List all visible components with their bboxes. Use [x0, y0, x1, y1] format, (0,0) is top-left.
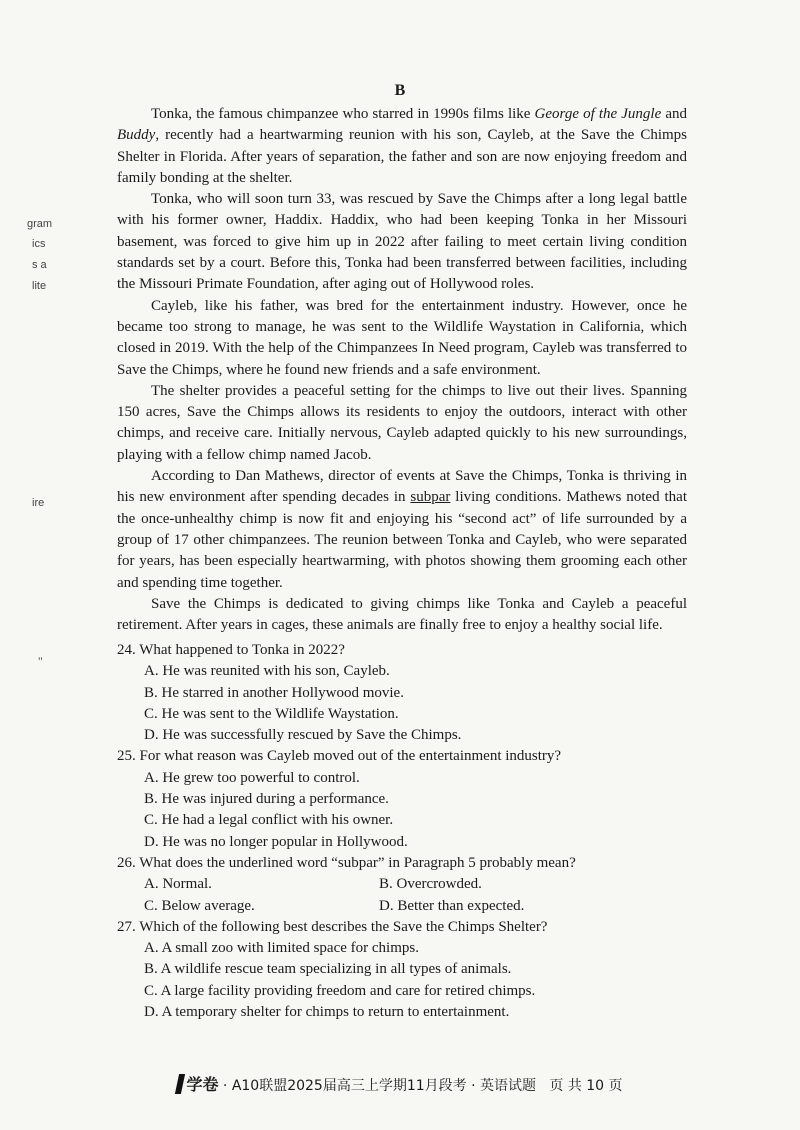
margin-fragment: gram [27, 218, 53, 230]
option-d: D. A temporary shelter for chimps to return to entertainment. [144, 1004, 510, 1021]
option-c: C. He had a legal conflict with his owner. [144, 812, 394, 829]
question-27 [117, 917, 707, 1023]
film-title: Buddy [117, 127, 156, 144]
paragraph-2: Tonka, who will soon turn 33, was rescued by Save the Chimps after a long legal battle with his former owner, Haddix. Haddix, who had been keeping Tonka in her Missouri basement, was forced to give him up in 2022 after failing to meet certain living condition standards set by a court. Before this, Tonka had been transferred between facilities, including the Missouri Primate Foundation, after aging out of Hollywood roles. [117, 191, 687, 293]
footer-brand: 学卷 [186, 1075, 219, 1094]
option-c: C. A large facility providing freedom and care for retired chimps. [144, 982, 536, 999]
question-list [117, 640, 707, 1023]
paragraph-5: According to Dan Mathews, director of events at Save the Chimps, Tonka is thriving in his new environment after spending decades in subpar living conditions. Mathews noted that the once-unhealthy chimp is now fit and enjoying his “second act” of life surrounded by a group of 17 other chimpanzees. The reunion between Tonka and Cayleb, who were separated for years, has been especially heartwarming, with photos showing them grooming each other and spending time together. [117, 468, 687, 591]
logo-mark-icon [175, 1074, 185, 1094]
option-a: A. Normal. [144, 876, 212, 893]
paragraph-6: Save the Chimps is dedicated to giving chimps like Tonka and Cayleb a peaceful retirement. After years in cages, these animals are finally free to enjoy a healthy social life. [117, 595, 687, 634]
paragraph-4: The shelter provides a peaceful setting for the chimps to live out their lives. Spanning 150 acres, Save the Chimps allows its residents to enjoy the outdoors, interact with other chimps, and receive care. Initially nervous, Cayleb adapted quickly to his new surroundings, playing with a fellow chimp named Jacob. [117, 382, 687, 463]
option-a: A. A small zoo with limited space for chimps. [144, 940, 419, 957]
question-stem: 26. What does the underlined word “subpar” in Paragraph 5 probably mean? [117, 854, 576, 871]
question-26 [117, 853, 707, 917]
option-a: A. He grew too powerful to control. [144, 769, 360, 786]
footer-page-number: 页 共 10 页 [549, 1078, 623, 1094]
option-d: D. Better than expected. [379, 897, 525, 914]
option-b: B. He was injured during a performance. [144, 791, 389, 808]
option-b: B. A wildlife rescue team specializing in all types of animals. [144, 961, 512, 978]
option-d: D. He was no longer popular in Hollywood. [144, 833, 408, 850]
margin-fragment: ire [32, 497, 45, 509]
margin-fragment: ics [32, 238, 46, 250]
option-b: B. He starred in another Hollywood movie. [144, 684, 404, 701]
underlined-word: subpar [410, 489, 451, 506]
option-d: D. He was successfully rescued by Save the Chimps. [144, 727, 462, 744]
film-title: George of the Jungle [534, 106, 662, 122]
option-b: B. Overcrowded. [379, 876, 482, 893]
question-stem: 24. What happened to Tonka in 2022? [117, 642, 345, 658]
paragraph-3: Cayleb, like his father, was bred for the entertainment industry. However, once he became too strong to manage, he was sent to the Wildlife Waystation in California, which closed in 2019. With the help of the Chimpanzees In Need program, Cayleb was transferred to Save the Chimps, where he found new friends and a safe environment. [117, 297, 687, 378]
question-24 [117, 640, 707, 746]
option-a: A. He was reunited with his son, Cayleb. [144, 663, 390, 680]
option-c: C. Below average. [144, 897, 255, 914]
margin-fragment: ’’ [38, 656, 43, 668]
question-stem: 27. Which of the following best describes the Save the Chimps Shelter? [117, 918, 548, 935]
reading-passage [117, 104, 687, 636]
option-c: C. He was sent to the Wildlife Waystation. [144, 705, 399, 722]
section-letter: B [394, 82, 406, 99]
margin-fragment: lite [32, 280, 47, 292]
question-stem: 25. For what reason was Cayleb moved out of the entertainment industry? [117, 748, 562, 765]
margin-fragment: s a [32, 259, 47, 271]
paragraph-1: Tonka, the famous chimpanzee who starred in 1990s films like George of the Jungle and Buddy, recently had a heartwarming reunion with his son, Cayleb, at the Save the Chimps Shelter in Florida. After years of separation, the father and son are now enjoying freedom and family bonding at the shelter. [117, 106, 687, 186]
footer-exam-info: · A10联盟2025届高三上学期11月段考 · 英语试题 [222, 1078, 537, 1094]
page-footer [0, 1072, 800, 1095]
question-25 [117, 746, 707, 852]
